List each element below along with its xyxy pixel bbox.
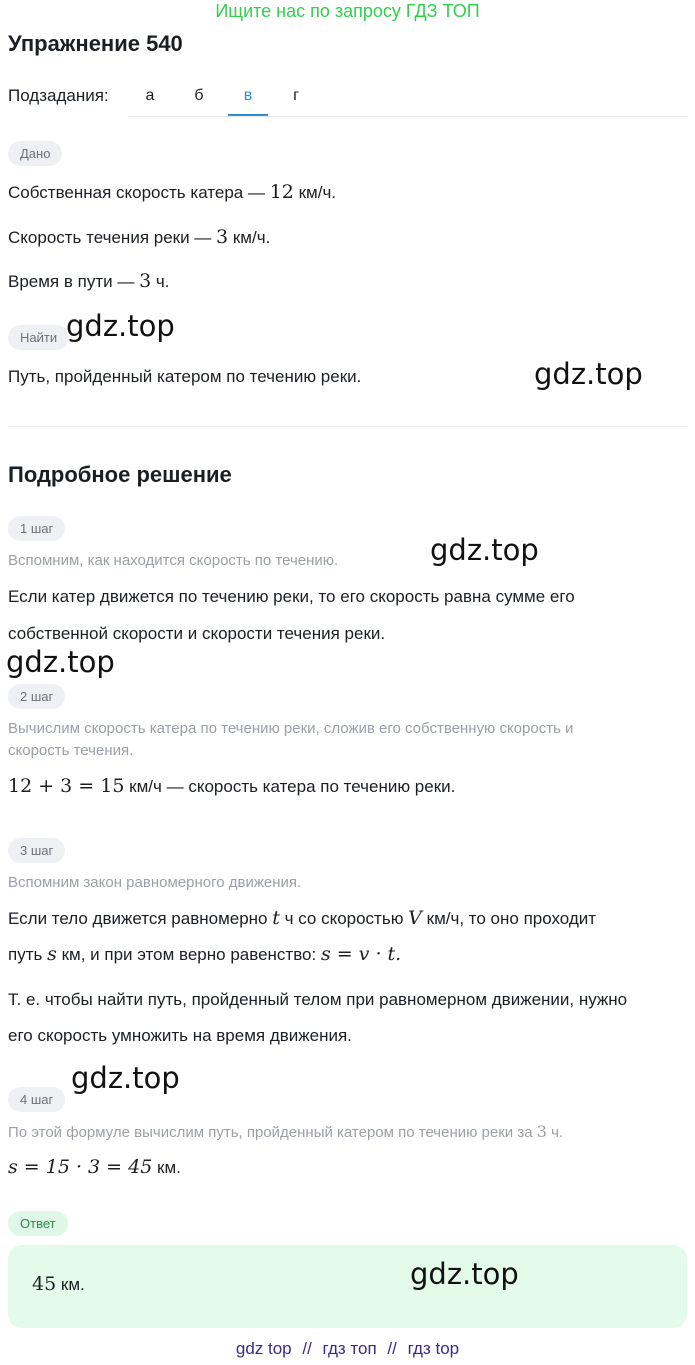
step-1-line-2: собственной скорости и скорости течения реки. bbox=[8, 624, 386, 643]
watermark: gdz.top bbox=[6, 645, 115, 679]
step-4-badge: 4 шаг bbox=[8, 1087, 65, 1112]
tab-b[interactable]: б bbox=[194, 87, 204, 104]
search-banner[interactable]: Ищите нас по запросу ГДЗ ТОП bbox=[215, 1, 480, 21]
step-3-badge: 3 шаг bbox=[8, 838, 65, 863]
answer-badge: Ответ bbox=[8, 1211, 68, 1236]
subtasks-tabs bbox=[128, 78, 688, 117]
footer-link-gdz-top-ru[interactable]: гдз топ bbox=[322, 1339, 377, 1358]
watermark: gdz.top bbox=[410, 1257, 519, 1291]
step-2-badge: 2 шаг bbox=[8, 684, 65, 709]
step-2-hint-2: скорость течения. bbox=[8, 742, 134, 759]
subtasks-label: Подзадания: bbox=[8, 86, 109, 105]
footer-link-gdz-top[interactable]: gdz top bbox=[235, 1339, 292, 1358]
step-3-line-1: Если тело движется равномерно t ч со скоростью V км/ч, то оно проходит bbox=[8, 907, 597, 929]
section-divider bbox=[8, 426, 688, 427]
step-3-line-2: путь s км, и при этом верно равенство: s = v · t. bbox=[8, 943, 402, 965]
step-2-hint-1: Вычислим скорость катера по течению реки, сложив его собственную скорость и bbox=[8, 720, 574, 737]
step-4-result: s = 15 · 3 = 45 км. bbox=[8, 1156, 181, 1178]
answer-text: 45 км. bbox=[32, 1273, 85, 1295]
given-badge-label: Дано bbox=[8, 141, 62, 166]
find-badge bbox=[8, 325, 69, 350]
footer-link-gdz-top-mixed[interactable]: гдз top bbox=[407, 1339, 460, 1358]
footer-separator: // bbox=[302, 1339, 312, 1358]
watermark: gdz.top bbox=[534, 357, 643, 391]
watermark: gdz.top bbox=[66, 309, 175, 343]
step-4-hint: По этой формуле вычислим путь, пройденный катером по течению реки за 3 ч. bbox=[8, 1122, 564, 1141]
tab-g[interactable]: г bbox=[293, 87, 299, 104]
step-1-badge: 1 шаг bbox=[8, 516, 65, 541]
watermark: gdz.top bbox=[430, 533, 539, 567]
find-badge-label: Найти bbox=[8, 325, 69, 350]
step-1-hint: Вспомним, как находится скорость по течению. bbox=[8, 552, 339, 569]
solution-heading: Подробное решение bbox=[8, 462, 232, 487]
tab-v[interactable]: в bbox=[228, 78, 268, 116]
find-text: Путь, пройденный катером по течению реки. bbox=[8, 367, 362, 386]
step-3-hint: Вспомним закон равномерного движения. bbox=[8, 874, 302, 891]
given-line-1: Собственная скорость катера — 12 км/ч. bbox=[8, 181, 337, 203]
tab-a[interactable]: а bbox=[145, 87, 155, 104]
step-3-line-4: его скорость умножить на время движения. bbox=[8, 1026, 352, 1045]
step-3-line-3: Т. е. чтобы найти путь, пройденный телом при равномерном движении, нужно bbox=[8, 990, 628, 1009]
footer-separator: // bbox=[387, 1339, 397, 1358]
step-2-result: 12 + 3 = 15 км/ч — скорость катера по течению реки. bbox=[8, 775, 456, 797]
page-title: Упражнение 540 bbox=[8, 31, 183, 56]
footer-links bbox=[0, 1339, 695, 1359]
given-line-2: Скорость течения реки — 3 км/ч. bbox=[8, 226, 271, 248]
watermark: gdz.top bbox=[71, 1061, 180, 1095]
given-line-3: Время в пути — 3 ч. bbox=[8, 270, 170, 292]
step-1-line-1: Если катер движется по течению реки, то его скорость равна сумме его bbox=[8, 587, 575, 606]
answer-box bbox=[8, 1245, 687, 1328]
given-badge bbox=[8, 141, 62, 166]
